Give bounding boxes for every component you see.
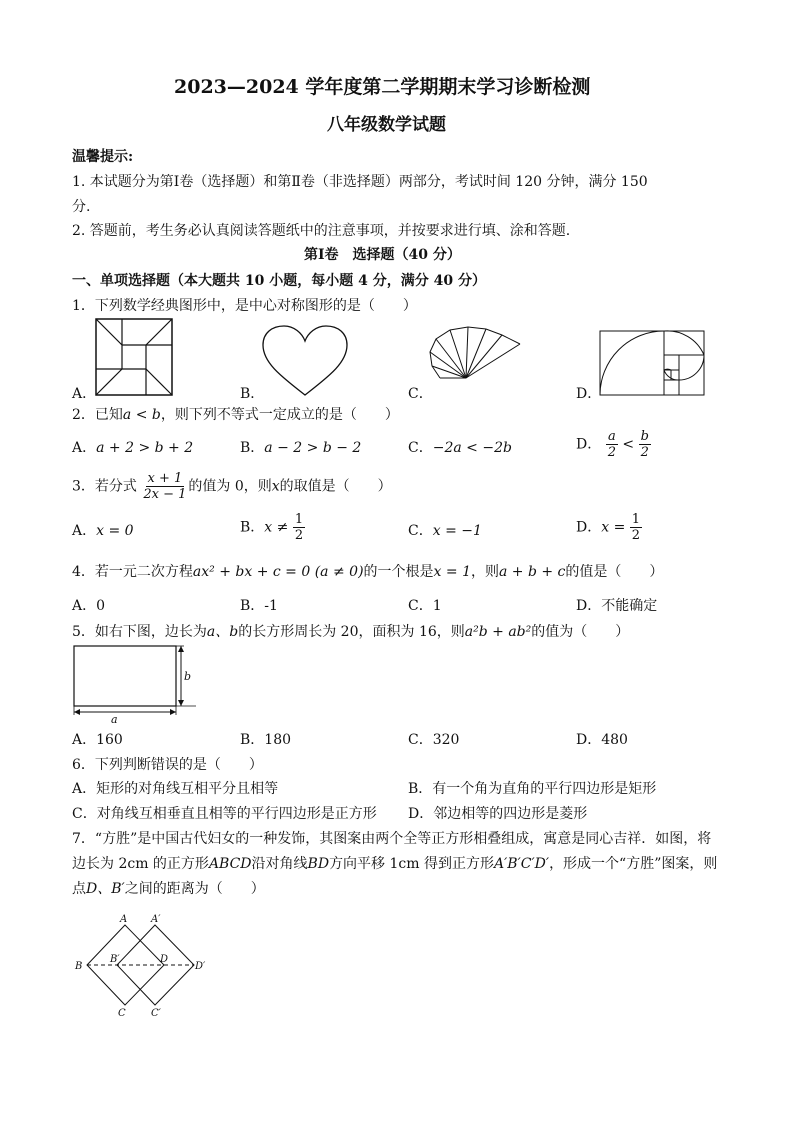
q2-option-b-text: a − 2 > b − 2 [264, 440, 362, 456]
q2-option-c [408, 440, 512, 457]
q2-option-d-frac-2: $\frac{b}{2}$ [640, 429, 649, 460]
q4-stem-post: 的值是（ ） [565, 564, 664, 580]
q3-fraction: $\frac{x + 1}{2x - 1}$ [143, 471, 187, 502]
q6-option-b: B．有一个角为直角的平行四边形是矩形 [408, 781, 657, 797]
q7-square-1: ABCD [208, 856, 252, 872]
q3-option-b-label: B． [240, 519, 265, 536]
q6-option-c: C．对角线互相垂直且相等的平行四边形是正方形 [72, 806, 377, 822]
q7-square-2: A′B′C′D′ [494, 856, 550, 872]
q2-option-d-op: < [622, 436, 635, 453]
q7-label-A: A [120, 914, 128, 925]
q6-option-d: D．邻边相等的四边形是菱形 [408, 806, 588, 822]
q7-label-C-prime: C′ [151, 1008, 161, 1019]
q4-option-c: C．1 [408, 598, 442, 614]
q7-line2-mid2: 方向平移 1cm 得到正方形 [329, 856, 494, 872]
q7-line2-mid: 沿对角线 [251, 856, 308, 872]
q5-stem [72, 624, 629, 641]
q1-option-d: D． [576, 386, 602, 402]
q6-stem: 6．下列判断错误的是（ ） [72, 757, 263, 773]
q3-option-b-frac: $\frac{1}{2}$ [294, 512, 304, 543]
q3-option-a-text: x = 0 [96, 523, 134, 539]
q2-stem-post: ，则下列不等式一定成立的是（ ） [160, 407, 399, 423]
q5-label-a: a [111, 713, 118, 726]
q6-option-a: A．矩形的对角线互相平分且相等 [72, 781, 279, 797]
tips-line-1: 1. 本试题分为第Ⅰ卷（选择题）和第Ⅱ卷（非选择题）两部分，考试时间 120 分钟，满分 150 [72, 174, 648, 190]
q1-figure-a-pinwheel [95, 318, 173, 398]
q4-stem-mid: 的一个根是 [363, 564, 434, 580]
q2-stem [72, 407, 399, 424]
q5-option-b: B．180 [240, 732, 292, 748]
q3-stem-post: 的取值是（ ） [279, 478, 392, 495]
q2-stem-pre: 2．已知 [72, 407, 123, 423]
q7-label-A-prime: A′ [151, 914, 161, 925]
q1-figure-b-heart [262, 325, 348, 397]
q3-option-c-label: C． [408, 523, 433, 539]
q2-option-c-text: −2a < −2b [432, 440, 512, 456]
q4-root: x = 1 [433, 564, 471, 580]
q7-line-3 [72, 881, 265, 898]
tips-heading: 温馨提示: [72, 149, 134, 165]
q7-label-D: D [160, 954, 169, 965]
q1-figure-d-golden-spiral [599, 330, 705, 396]
tips-line-1-cont: 分. [72, 199, 91, 215]
q3-option-b [240, 513, 305, 542]
q3-option-a [72, 523, 134, 540]
q3-option-c-text: x = −1 [432, 523, 482, 539]
q4-option-a: A．0 [72, 598, 106, 614]
q7-line-2 [72, 856, 717, 873]
q5-variables: a、b [206, 624, 239, 640]
q4-stem-mid2: ，则 [470, 564, 499, 580]
q3-option-b-pre: x ≠ [264, 519, 289, 536]
q7-line3-pre: 点 [72, 881, 86, 897]
q7-label-D-prime: D′ [195, 961, 206, 972]
q7-line3-post: 之间的距离为（ ） [124, 881, 265, 897]
q2-option-d-frac-1: $\frac{a}{2}$ [607, 429, 616, 460]
q7-points: D、B′ [86, 881, 125, 897]
q2-option-a-label: A． [72, 440, 97, 456]
q2-option-a-text: a + 2 > b + 2 [96, 440, 194, 456]
part1-heading: 第Ⅰ卷 选择题（40 分） [304, 247, 461, 263]
q5-stem-mid: 的长方形周长为 20，面积为 16，则 [238, 624, 465, 640]
q1-stem: 1．下列数学经典图形中，是中心对称图形的是（ ） [72, 298, 417, 314]
q3-stem [72, 472, 392, 501]
q5-option-c: C．320 [408, 732, 460, 748]
exam-title: 2023—2024 学年度第二学期期末学习诊断检测 [174, 76, 591, 98]
q2-option-a [72, 440, 193, 457]
q4-stem [72, 564, 663, 581]
exam-subtitle: 八年级数学试题 [327, 115, 446, 135]
q5-option-d: D．480 [576, 732, 628, 748]
q1-option-b: B． [240, 386, 265, 402]
q5-rectangle-figure [70, 644, 196, 726]
q7-diagonal: BD [307, 856, 330, 872]
q4-expression: a + b + c [498, 564, 566, 580]
q3-option-d-frac: $\frac{1}{2}$ [631, 512, 641, 543]
q2-condition: a < b [122, 407, 161, 423]
q4-option-d: D．不能确定 [576, 598, 658, 614]
q7-label-C: C [118, 1008, 126, 1019]
q7-label-B: B [75, 961, 83, 972]
q2-option-b-label: B． [240, 440, 265, 456]
tips-line-2: 2. 答题前，考生务必认真阅读答题纸中的注意事项，并按要求进行填、涂和答题. [72, 223, 571, 239]
q1-option-a: A． [72, 386, 97, 402]
q7-fangsheng-figure [72, 910, 212, 1022]
q3-option-d-label: D． [576, 519, 602, 536]
q7-line-1: 7．“方胜”是中国古代妇女的一种发饰，其图案由两个全等正方形相叠组成，寓意是同心吉祥．如图，将 [72, 831, 712, 847]
q3-stem-mid: 的值为 0，则 [188, 478, 272, 495]
q3-option-d-pre: x = [601, 519, 626, 536]
section-heading: 一、单项选择题（本大题共 10 小题，每小题 4 分，满分 40 分） [72, 273, 486, 289]
q3-option-c [408, 523, 482, 540]
q1-figure-c-fan [428, 326, 523, 381]
q3-option-d [576, 513, 642, 542]
q5-option-a: A．160 [72, 732, 123, 748]
q3-stem-pre: 3．若分式 [72, 478, 137, 495]
q4-option-b: B．-1 [240, 598, 278, 614]
q3-variable: x [271, 478, 280, 495]
q2-option-d-label: D． [576, 436, 602, 453]
q7-line2-post: ，形成一个“方胜”图案，则 [549, 856, 718, 872]
q5-stem-post: 的值为（ ） [531, 624, 630, 640]
q4-stem-pre: 4．若一元二次方程 [72, 564, 193, 580]
q4-equation: ax² + bx + c = 0 (a ≠ 0) [192, 564, 364, 580]
q5-label-b: b [184, 670, 192, 683]
q5-stem-pre: 5．如右下图，边长为 [72, 624, 207, 640]
q3-option-a-label: A． [72, 523, 97, 539]
q7-label-B-prime: B′ [110, 954, 120, 965]
q2-option-d [576, 430, 651, 459]
q5-expression: a²b + ab² [464, 624, 532, 640]
q2-option-c-label: C． [408, 440, 433, 456]
q1-option-c: C． [408, 386, 433, 402]
q2-option-b [240, 440, 361, 457]
q7-line2-pre: 边长为 2cm 的正方形 [72, 856, 209, 872]
